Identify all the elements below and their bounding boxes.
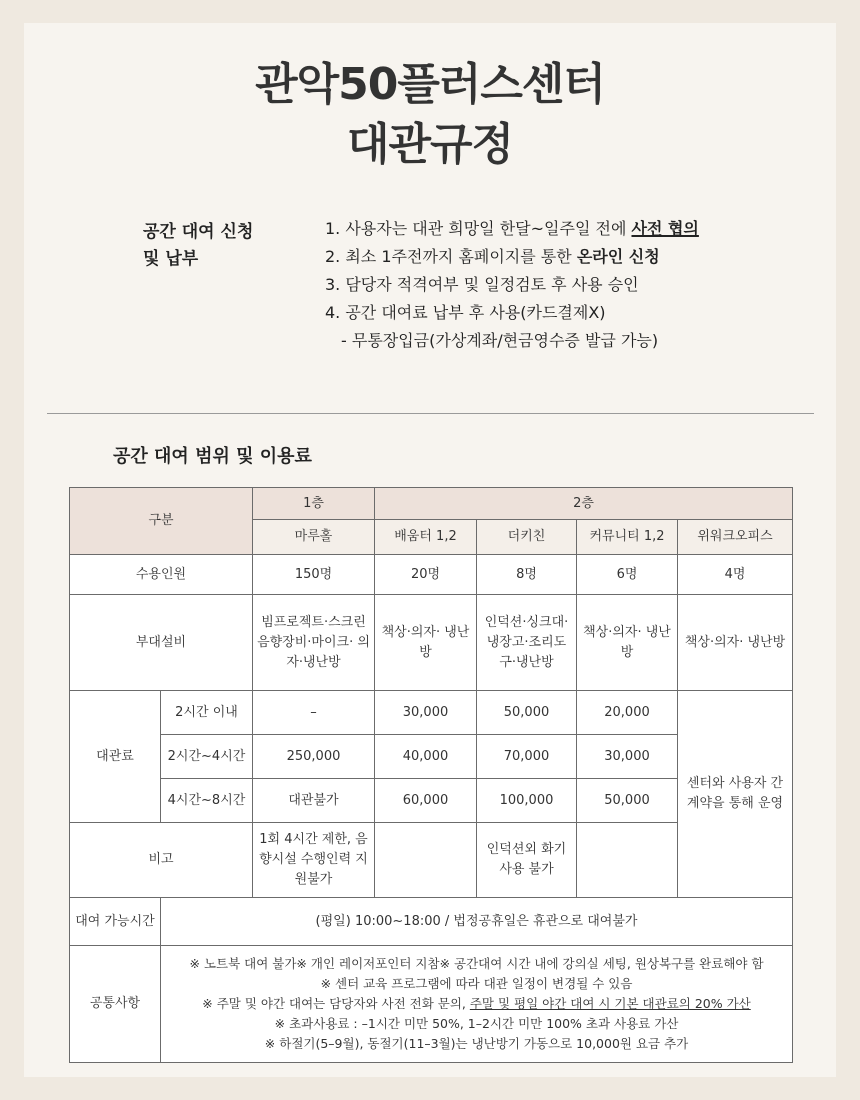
common-note: ※ 센터 교육 프로그램에 따라 대관 일정이 변경될 수 있음 xyxy=(320,976,633,991)
step-4: 4. 공간 대여료 납부 후 사용(카드결제X) xyxy=(325,303,606,322)
title-line-1: 관악50플러스센터 xyxy=(255,59,605,110)
space-community: 커뮤니티 1,2 xyxy=(577,520,678,555)
header-floor-2: 2층 xyxy=(375,488,793,520)
fee-cell: 30,000 xyxy=(577,735,678,779)
step-2-emphasis: 온라인 신청 xyxy=(576,247,660,266)
common-label: 공통사항 xyxy=(70,946,161,1063)
page-title xyxy=(0,55,860,175)
application-label-line-2: 및 납부 xyxy=(143,249,199,269)
capacity-cell: 150명 xyxy=(253,555,375,595)
space-baeumteo: 배움터 1,2 xyxy=(375,520,477,555)
hours-value: (평일) 10:00~18:00 / 법정공휴일은 휴관으로 대여불가 xyxy=(161,898,793,946)
space-the-kitchen: 더키친 xyxy=(477,520,577,555)
fee-cell: – xyxy=(253,691,375,735)
header-floor-1: 1층 xyxy=(253,488,375,520)
header-category: 구분 xyxy=(70,488,253,555)
rental-fee-table xyxy=(69,487,793,1063)
equipment-label: 부대설비 xyxy=(70,595,253,691)
space-wework-office: 위워크오피스 xyxy=(678,520,793,555)
remarks-community xyxy=(577,823,678,898)
equipment-cell: 책상·의자· 냉난방 xyxy=(577,595,678,691)
fee-cell: 20,000 xyxy=(577,691,678,735)
capacity-cell: 4명 xyxy=(678,555,793,595)
section-divider xyxy=(47,413,814,414)
step-3: 3. 담당자 적격여부 및 일정검토 후 사용 승인 xyxy=(325,275,639,294)
fee-label: 대관료 xyxy=(70,691,161,823)
application-steps xyxy=(325,215,699,355)
application-label-line-1: 공간 대여 신청 xyxy=(143,222,254,242)
capacity-cell: 20명 xyxy=(375,555,477,595)
fee-cell: 40,000 xyxy=(375,735,477,779)
fee-cell: 대관불가 xyxy=(253,779,375,823)
common-note-emphasis: 주말 및 평일 야간 대여 시 기본 대관료의 20% 가산 xyxy=(469,996,751,1011)
fee-cell: 70,000 xyxy=(477,735,577,779)
capacity-label: 수용인원 xyxy=(70,555,253,595)
application-label xyxy=(143,219,253,273)
common-note: ※ 노트북 대여 불가※ 개인 레이저포인터 지참※ 공간대여 시간 내에 강의실 세팅, 원상복구를 완료해야 함 xyxy=(189,956,764,971)
fee-cell: 250,000 xyxy=(253,735,375,779)
common-note: ※ 초과사용료 : –1시간 미만 50%, 1–2시간 미만 100% 초과 사용료 가산 xyxy=(274,1016,679,1031)
common-note: ※ 하절기(5–9월), 동절기(11–3월)는 냉난방기 가동으로 10,000원 요금 추가 xyxy=(264,1036,689,1051)
fee-duration: 4시간~8시간 xyxy=(161,779,253,823)
hours-label: 대여 가능시간 xyxy=(70,898,161,946)
section-title: 공간 대여 범위 및 이용료 xyxy=(113,446,312,467)
step-1-emphasis: 사전 협의 xyxy=(631,219,699,238)
step-1: 1. 사용자는 대관 희망일 한달~일주일 전에 사전 협의 xyxy=(325,219,699,238)
fee-duration: 2시간~4시간 xyxy=(161,735,253,779)
wework-fee-note: 센터와 사용자 간 계약을 통해 운영 xyxy=(678,691,793,898)
space-maru-hall: 마루홀 xyxy=(253,520,375,555)
equipment-cell: 책상·의자· 냉난방 xyxy=(375,595,477,691)
common-note: ※ 주말 및 야간 대여는 담당자와 사전 전화 문의, 주말 및 평일 야간 대여 시 기본 대관료의 20% 가산 xyxy=(202,996,751,1011)
fee-cell: 50,000 xyxy=(477,691,577,735)
remarks-kitchen: 인덕션외 화기 사용 불가 xyxy=(477,823,577,898)
capacity-cell: 6명 xyxy=(577,555,678,595)
fee-duration: 2시간 이내 xyxy=(161,691,253,735)
fee-cell: 100,000 xyxy=(477,779,577,823)
fee-cell: 50,000 xyxy=(577,779,678,823)
step-2: 2. 최소 1주전까지 홈페이지를 통한 온라인 신청 xyxy=(325,247,660,266)
common-notes xyxy=(161,946,793,1063)
remarks-baeumteo xyxy=(375,823,477,898)
equipment-cell: 책상·의자· 냉난방 xyxy=(678,595,793,691)
remarks-label: 비고 xyxy=(70,823,253,898)
fee-cell: 30,000 xyxy=(375,691,477,735)
title-line-2: 대관규정 xyxy=(346,119,513,170)
fee-cell: 60,000 xyxy=(375,779,477,823)
capacity-cell: 8명 xyxy=(477,555,577,595)
equipment-cell: 인덕션·싱크대· 냉장고·조리도 구·냉난방 xyxy=(477,595,577,691)
equipment-cell: 빔프로젝트·스크린 음향장비·마이크· 의자·냉난방 xyxy=(253,595,375,691)
remarks-maru-hall: 1회 4시간 제한, 음향시설 수행인력 지원불가 xyxy=(253,823,375,898)
step-4-sub: - 무통장입금(가상계좌/현금영수증 발급 가능) xyxy=(341,331,659,350)
